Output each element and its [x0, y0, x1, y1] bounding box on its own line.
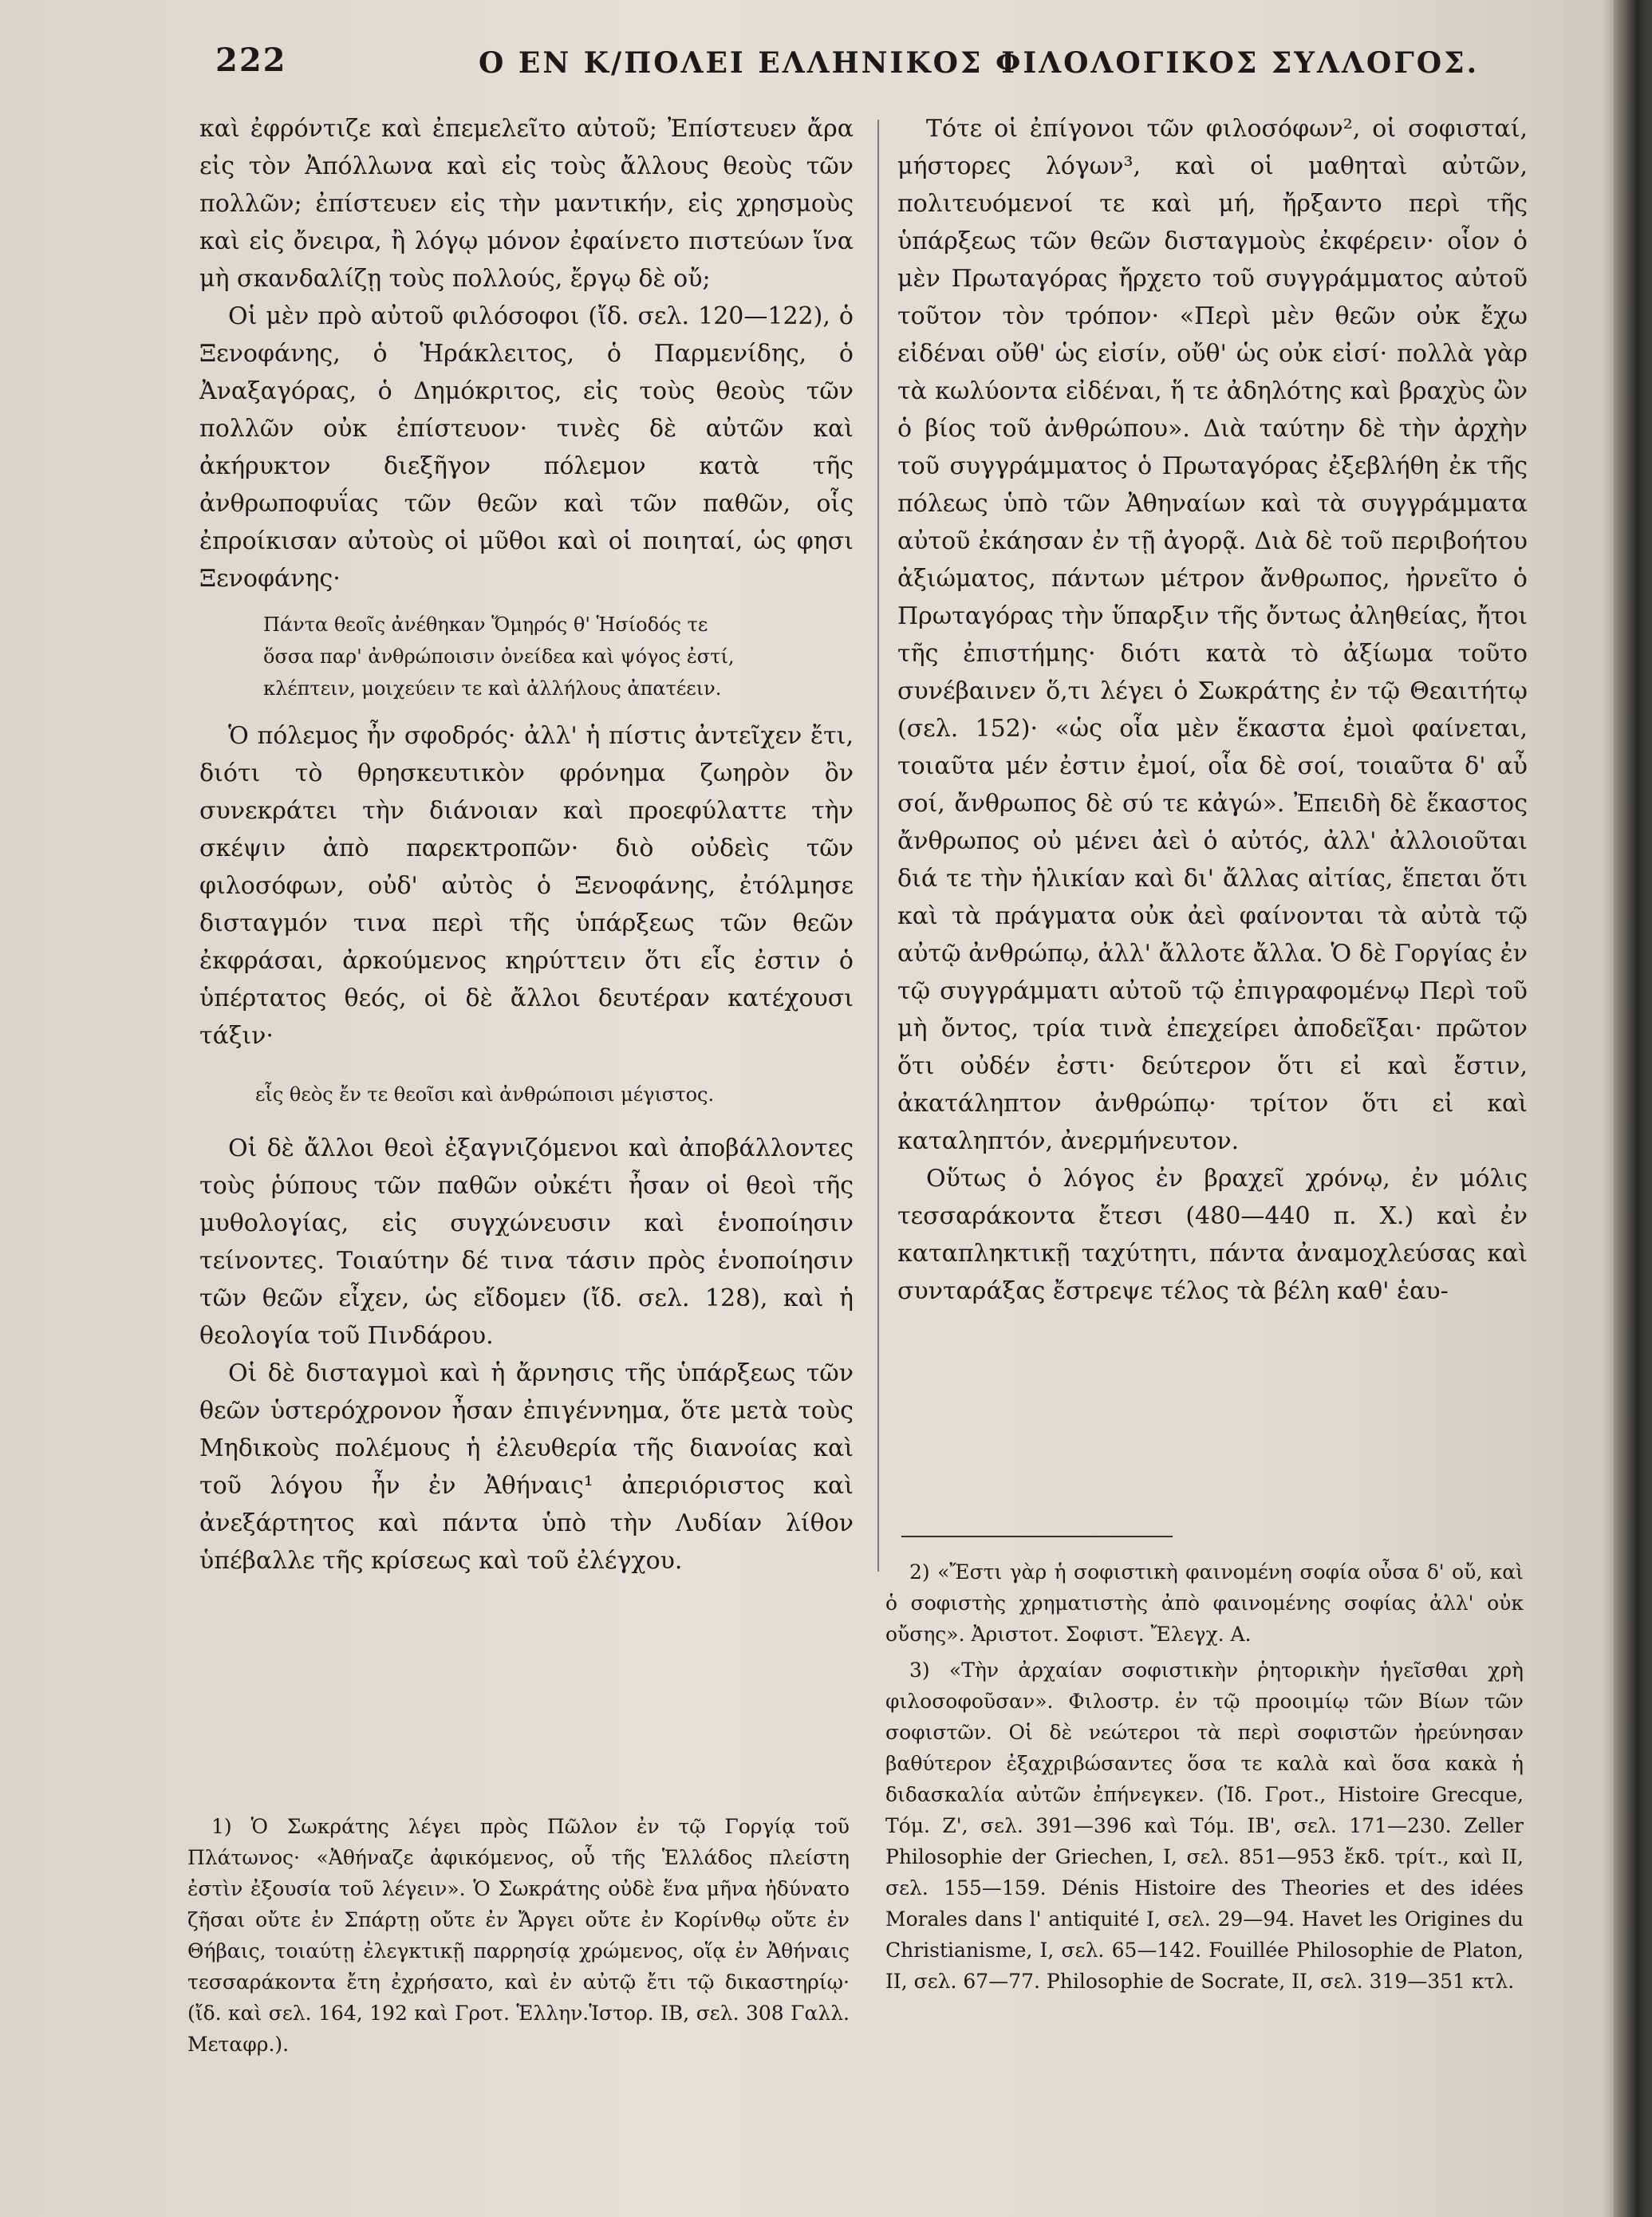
paragraph: Τότε οἱ ἐπίγονοι τῶν φιλοσόφων², οἱ σοφισταί, μήστορες λόγων³, καὶ οἱ μαθηταὶ αὐτῶν, πολιτευόμενοί τε καὶ μή, ἤρξαντο περὶ τῆς ὑπάρξεως τῶν θεῶν δισταγμοὺς ἐκφέρειν· οἷον ὁ μὲν Πρωταγόρας ἤρχετο τοῦ συγγράμματος αὐτοῦ τοῦτον τὸν τρόπον· «Περὶ μὲν θεῶν οὐκ ἔχω εἰδέναι οὔθ' ὡς εἰσίν, οὔθ' ὡς οὐκ εἰσί· πολλὰ γὰρ τὰ κωλύοντα εἰδέναι, ἥ τε ἀδηλότης καὶ βραχὺς ὢν ὁ βίος τοῦ ἀνθρώπου». Διὰ ταύτην δὲ τὴν ἀρχὴν τοῦ συγγράμματος ὁ Πρωταγόρας ἐξεβλήθη ἐκ τῆς πόλεως ὑπὸ τῶν Ἀθηναίων καὶ τὰ συγγράμματα αὐτοῦ ἐκάησαν ἐν τῇ ἀγορᾷ. Διὰ δὲ τοῦ περιβοήτου ἀξιώματος, πάντων μέτρον ἄνθρωπος, ἠρνεῖτο ὁ Πρωταγόρας τὴν ὕπαρξιν τῆς ὄντως ἀληθείας, ἤτοι τῆς ἐπιστήμης· διότι κατὰ τὸ ἀξίωμα τοῦτο συνέβαινεν ὅ,τι λέγει ὁ Σωκράτης ἐν τῷ Θεαιτήτῳ (σελ. 152)· «ὡς οἷα μὲν ἕκαστα ἐμοὶ φαίνεται, τοιαῦτα μέν ἐστιν ἐμοί, οἷα δὲ σοί, τοιαῦτα δ' αὖ σοί, ἄνθρωπος δὲ σύ τε κἀγώ». Ἐπειδὴ δὲ ἕκαστος ἄνθρωπος οὐ μένει ἀεὶ ὁ αὐτός, ἀλλ' ἀλλοιοῦται διά τε τὴν ἡλικίαν καὶ δι' ἄλλας αἰτίας, ἕπεται ὅτι καὶ τὰ πράγματα οὐκ ἀεὶ φαίνονται τὰ αὐτὰ τῷ αὐτῷ ἀνθρώπῳ, ἀλλ' ἄλλοτε ἄλλα. Ὁ δὲ Γοργίας ἐν τῷ συγγράμματι αὐτοῦ τῷ ἐπιγραφομένῳ Περὶ τοῦ μὴ ὄντος, τρία τινὰ ἐπεχείρει ἀποδεῖξαι· πρῶτον ὅτι οὐδέν ἐστι· δεύτερον ὅτι εἰ καὶ ἔστιν, ἀκατάληπτον ἀνθρώπῳ· τρίτον ὅτι εἰ καὶ καταληπτόν, ἀνερμήνευτον.	[897, 115, 1528, 1155]
running-title: Ο ΕΝ Κ/ΠΟΛΕΙ ΕΛΛΗΝΙΚΟΣ ΦΙΛΟΛΟΓΙΚΟΣ ΣΥΛΛΟΓΟΣ.	[479, 46, 1480, 80]
book-spine-shadow	[1614, 0, 1652, 2217]
footnote: 1) Ὁ Σωκράτης λέγει πρὸς Πῶλον ἐν τῷ Γοργίᾳ τοῦ Πλάτωνος· «Ἀθήναζε ἀφικόμενος, οὗ τῆς Ἑλλάδος πλείστη ἐστὶν ἐξουσία τοῦ λέγειν». Ὁ Σωκράτης οὐδὲ ἕνα μῆνα ἠδύνατο ζῆσαι οὔτε ἐν Σπάρτῃ οὔτε ἐν Ἄργει οὔτε ἐν Κορίνθῳ οὔτε ἐν Θήβαις, τοιαύτῃ ἐλεγκτικῇ παρρησίᾳ χρώμενος, οἵᾳ ἐν Ἀθήναις τεσσαράκοντα ἔτη ἐχρήσατο, καὶ ἐν αὐτῷ ἔτι τῷ δικαστηρίῳ· (ἴδ. καὶ σελ. 164, 192 καὶ Γροτ. Ἑλλην.Ἱστορ. ΙΒ, σελ. 308 Γαλλ. Μεταφρ.).	[187, 1815, 850, 2056]
paragraph: Οἱ δὲ ἄλλοι θεοὶ ἐξαγνιζόμενοι καὶ ἀποβάλλοντες τοὺς ῥύπους τῶν παθῶν οὐκέτι ἦσαν οἱ θεοὶ τῆς μυθολογίας, εἰς συγχώνευσιν καὶ ἑνοποίησιν τείνοντες. Τοιαύτην δέ τινα τάσιν πρὸς ἑνοποίησιν τῶν θεῶν εἶχεν, ὡς εἴδομεν (ἴδ. σελ. 128), καὶ ἡ θεολογία τοῦ Πινδάρου.	[199, 1134, 854, 1350]
verse-quote: εἷς θεὸς ἔν τε θεοῖσι καὶ ἀνθρώποισι μέγιστος.	[255, 1083, 715, 1106]
paragraph: καὶ ἐφρόντιζε καὶ ἐπεμελεῖτο αὐτοῦ; Ἐπίστευεν ἄρα εἰς τὸν Ἀπόλλωνα καὶ εἰς τοὺς ἄλλους θεοὺς τῶν πολλῶν; ἐπίστευεν εἰς τὴν μαντικήν, εἰς χρησμοὺς καὶ εἰς ὄνειρα, ἢ λόγῳ μόνον ἐφαίνετο πιστεύων ἵνα μὴ σκανδαλίζῃ τοὺς πολλούς, ἔργῳ δὲ οὔ;	[199, 115, 854, 293]
footnote-rule	[901, 1536, 1173, 1537]
left-column	[199, 110, 854, 1580]
verse-quote	[263, 609, 854, 704]
paragraph: Οἱ μὲν πρὸ αὐτοῦ φιλόσοφοι (ἴδ. σελ. 120—122), ὁ Ξενοφάνης, ὁ Ἡράκλειτος, ὁ Παρμενίδης, ὁ Ἀναξαγόρας, ὁ Δημόκριτος, εἰς τοὺς θεοὺς τῶν πολλῶν οὐκ ἐπίστευον· τινὲς δὲ αὐτῶν καὶ ἀκήρυκτον διεξῆγον πόλεμον κατὰ τῆς ἀνθρωποφυΐας τῶν θεῶν καὶ τῶν παθῶν, οἷς ἐπροίκισαν αὐτοὺς οἱ μῦθοι καὶ οἱ ποιηταί, ὡς φησι Ξενοφάνης·	[199, 302, 854, 593]
verse-line: ὅσσα παρ' ἀνθρώποισιν ὀνείδεα καὶ ψόγος ἐστί,	[263, 645, 735, 668]
page-number: 222	[215, 41, 287, 79]
column-divider	[877, 120, 879, 1572]
paragraph: Ὁ πόλεμος ἦν σφοδρός· ἀλλ' ἡ πίστις ἀντεῖχεν ἔτι, διότι τὸ θρησκευτικὸν φρόνημα ζωηρὸν ὂν συνεκράτει τὴν διάνοιαν καὶ προεφύλαττε τὴν σκέψιν ἀπὸ παρεκτροπῶν· διὸ οὐδεὶς τῶν φιλοσόφων, οὐδ' αὐτὸς ὁ Ξενοφάνης, ἐτόλμησε δισταγμόν τινα περὶ τῆς ὑπάρξεως τῶν θεῶν ἐκφράσαι, ἀρκούμενος κηρύττειν ὅτι εἷς ἐστιν ὁ ὑπέρτατος θεός, οἱ δὲ ἄλλοι δευτέραν κατέχουσι τάξιν·	[199, 722, 854, 1050]
running-head	[215, 41, 1603, 97]
verse-line: Πάντα θεοῖς ἀνέθηκαν Ὅμηρός θ' Ἡσίοδός τε	[263, 613, 708, 636]
verse-line: κλέπτειν, μοιχεύειν τε καὶ ἀλλήλους ἀπατέειν.	[263, 677, 722, 700]
footnote: 2) «Ἔστι γὰρ ἡ σοφιστικὴ φαινομένη σοφία οὖσα δ' οὔ, καὶ ὁ σοφιστὴς χρηματιστὴς ἀπὸ φαινομένης σοφίας ἀλλ' οὐκ οὔσης». Ἀριστοτ. Σοφιστ. Ἔλεγχ. Α.	[885, 1560, 1524, 1646]
right-footnotes	[885, 1504, 1524, 2002]
left-footnotes	[187, 1811, 850, 2065]
right-column	[897, 110, 1528, 1310]
paragraph: Οὕτως ὁ λόγος ἐν βραχεῖ χρόνῳ, ἐν μόλις τεσσαράκοντα ἔτεσι (480—440 π. Χ.) καὶ ἐν καταπληκτικῇ ταχύτητι, πάντα ἀναμοχλεύσας καὶ συνταράξας ἔστρεψε τέλος τὰ βέλη καθ' ἑαυ-	[897, 1165, 1528, 1305]
footnote: 3) «Τὴν ἀρχαίαν σοφιστικὴν ῥητορικὴν ἡγεῖσθαι χρὴ φιλοσοφοῦσαν». Φιλοστρ. ἐν τῷ προοιμίῳ τῶν Βίων τῶν σοφιστῶν. Οἱ δὲ νεώτεροι τὰ περὶ σοφιστῶν ἠρεύνησαν βαθύτερον ἐξαχριβώσαντες ὅσα τε καλὰ καὶ ὅσα κακὰ ἡ διδασκαλία αὐτῶν ἐπήνεγκεν. (Ἰδ. Γροτ., Histoire Grecque, Τόμ. Ζ', σελ. 391—396 καὶ Τόμ. ΙΒ', σελ. 171—230. Zeller Philosophie der Griechen, I, σελ. 851—953 ἔκδ. τρίτ., καὶ II, σελ. 155—159. Dénis Histoire des Theories et des idées Morales dans l' antiquité I, σελ. 29—94. Havet les Origines du Christianisme, I, σελ. 65—142. Fouillée Philosophie de Platon, II, σελ. 67—77. Philosophie de Socrate, II, σελ. 319—351 κτλ.	[885, 1659, 1524, 1993]
paragraph: Οἱ δὲ δισταγμοὶ καὶ ἡ ἄρνησις τῆς ὑπάρξεως τῶν θεῶν ὑστερόχρονον ἦσαν ἐπιγέννημα, ὅτε μετὰ τοὺς Μηδικοὺς πολέμους ἡ ἐλευθερία τῆς διανοίας καὶ τοῦ λόγου ἦν ἐν Ἀθήναις¹ ἀπεριόριστος καὶ ἀνεξάρτητος καὶ πάντα ὑπὸ τὴν Λυδίαν λίθον ὑπέβαλλε τῆς κρίσεως καὶ τοῦ ἐλέγχου.	[199, 1359, 854, 1575]
